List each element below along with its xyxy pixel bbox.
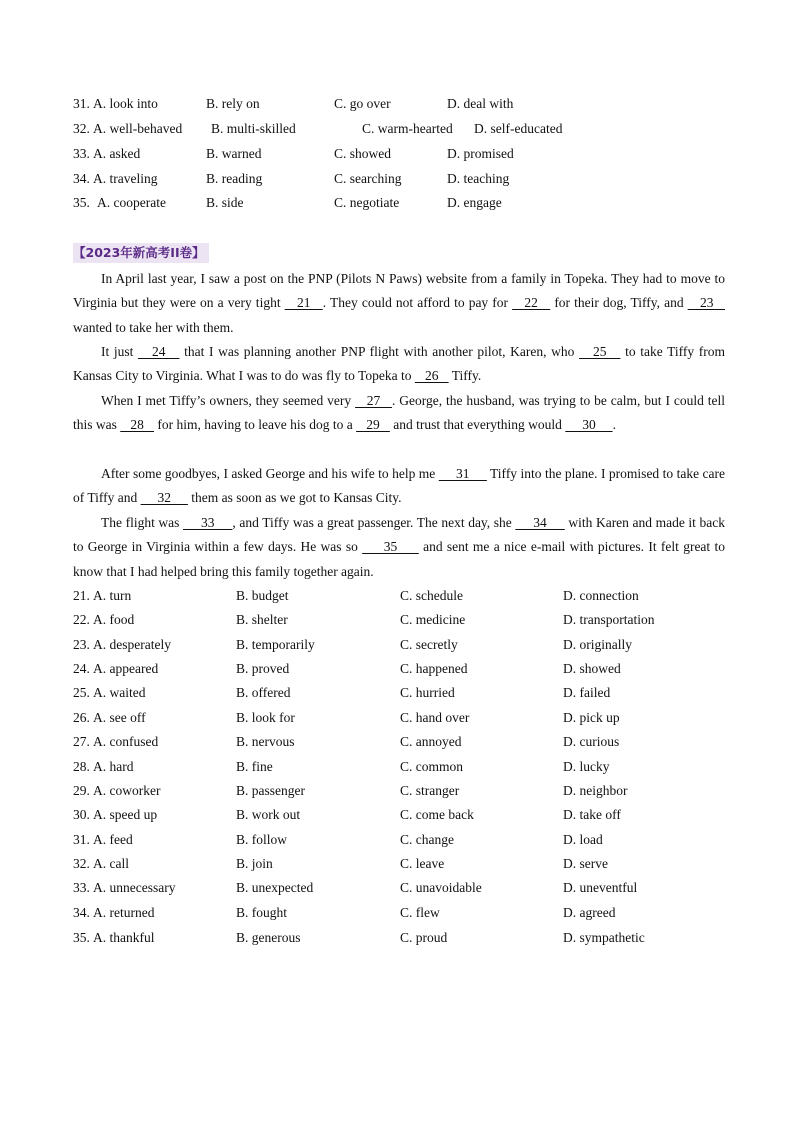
- option-a: A. call: [93, 856, 129, 871]
- question-number: 35.: [73, 195, 90, 210]
- option-b: B. proved: [236, 661, 290, 676]
- blank-22: 22: [512, 295, 551, 311]
- blank-35: 35: [362, 539, 419, 555]
- question-number: 35.: [73, 930, 90, 945]
- option-row-29: [0, 781, 800, 801]
- option-d: D. serve: [563, 856, 608, 871]
- option-b: B. generous: [236, 930, 301, 945]
- option-a: A. waited: [93, 685, 146, 700]
- option-b: B. side: [206, 195, 244, 210]
- option-a: A. hard: [93, 759, 134, 774]
- option-d: D. transportation: [563, 612, 655, 627]
- option-b: B. offered: [236, 685, 291, 700]
- passage-text: and trust that everything would: [389, 417, 566, 433]
- passage-text: for their dog, Tiffy, and: [550, 295, 688, 311]
- question-number: 31.: [73, 96, 90, 111]
- option-row-21: [0, 586, 800, 606]
- option-c: C. annoyed: [400, 734, 462, 749]
- question-number: 27.: [73, 734, 90, 749]
- passage-text: wanted to take her with them.: [73, 319, 234, 335]
- option-c: C. searching: [334, 171, 402, 186]
- option-a: A. unnecessary: [93, 880, 176, 895]
- option-row-33b: [0, 878, 800, 898]
- blank-30: 30: [565, 417, 613, 433]
- option-a: A. well-behaved: [93, 121, 183, 136]
- passage-paragraph-2: [73, 340, 725, 389]
- option-d: D. sympathetic: [563, 930, 645, 945]
- passage-paragraph-4: [73, 462, 725, 511]
- option-row-25: [0, 683, 800, 703]
- option-b: B. shelter: [236, 612, 288, 627]
- option-c: C. secretly: [400, 637, 458, 652]
- passage-paragraph-5: [73, 511, 725, 584]
- option-row-35b: [0, 928, 800, 948]
- question-number: 30.: [73, 807, 90, 822]
- question-number: 34.: [73, 171, 90, 186]
- option-d: D. uneventful: [563, 880, 638, 895]
- option-d: D. deal with: [447, 96, 514, 111]
- question-number: 26.: [73, 710, 90, 725]
- option-c: C. schedule: [400, 588, 463, 603]
- blank-25: 25: [579, 344, 621, 359]
- question-number: 32.: [73, 856, 90, 871]
- option-c: C. hand over: [400, 710, 470, 725]
- option-c: C. happened: [400, 661, 468, 676]
- passage-text: It just: [101, 344, 139, 359]
- question-number: 31.: [73, 832, 90, 847]
- passage-text: with Karen and made it back to George in Virginia within a few days. He was so: [73, 515, 725, 555]
- option-c: C. go over: [334, 96, 391, 111]
- option-a: A. cooperate: [97, 195, 166, 210]
- option-c: C. common: [400, 759, 463, 774]
- option-d: D. neighbor: [563, 783, 628, 798]
- passage-text: them as soon as we got to Kansas City.: [187, 490, 402, 506]
- option-a: A. feed: [93, 832, 133, 847]
- option-d: D. curious: [563, 734, 620, 749]
- blank-29: 29: [356, 417, 390, 433]
- option-b: B. reading: [206, 171, 263, 186]
- passage-text: Tiffy into the plane. I promised to take care of Tiffy and: [73, 466, 726, 506]
- blank-27: 27: [355, 393, 392, 408]
- option-row-30: [0, 805, 800, 825]
- option-b: B. nervous: [236, 734, 295, 749]
- option-a: A. speed up: [93, 807, 158, 822]
- option-c: C. come back: [400, 807, 474, 822]
- section-heading: 【2023年新高考II卷】: [73, 243, 209, 263]
- option-d: D. lucky: [563, 759, 610, 774]
- option-c: C. hurried: [400, 685, 455, 700]
- passage-text: .: [612, 417, 616, 433]
- option-b: B. work out: [236, 807, 301, 822]
- option-a: A. desperately: [93, 637, 171, 652]
- passage-text: After some goodbyes, I asked George and his wife to help me: [101, 466, 439, 481]
- option-row-22: [0, 610, 800, 630]
- option-d: D. load: [563, 832, 603, 847]
- option-a: A. asked: [93, 146, 141, 161]
- option-d: D. pick up: [563, 710, 620, 725]
- question-number: 34.: [73, 905, 90, 920]
- option-d: D. failed: [563, 685, 611, 700]
- passage-text: to take Tiffy from Kansas City to Virginia. What I was to do was fly to Topeka to: [73, 344, 726, 384]
- option-a: A. coworker: [93, 783, 161, 798]
- passage-text: and sent me a nice e-mail with pictures. It felt great to know that I had helped bring this family together again.: [73, 539, 725, 579]
- question-number: 33.: [73, 880, 90, 895]
- option-row-27: [0, 732, 800, 752]
- option-row-31: [0, 94, 800, 114]
- option-b: B. multi-skilled: [211, 121, 296, 136]
- option-row-34b: [0, 903, 800, 923]
- option-d: D. promised: [447, 146, 514, 161]
- option-d: D. self-educated: [474, 121, 563, 136]
- passage-text: The flight was: [101, 515, 184, 530]
- passage-paragraph-1: [73, 267, 725, 340]
- option-row-32: [0, 119, 800, 139]
- option-c: C. negotiate: [334, 195, 400, 210]
- option-a: A. thankful: [93, 930, 155, 945]
- option-a: A. turn: [93, 588, 132, 603]
- option-row-32b: [0, 854, 800, 874]
- blank-34: 34: [515, 515, 565, 530]
- option-d: D. take off: [563, 807, 621, 822]
- passage-paragraph-3: [73, 389, 725, 438]
- blank-26: 26: [414, 368, 449, 384]
- question-number: 28.: [73, 759, 90, 774]
- passage-text: for him, having to leave his dog to a: [154, 417, 357, 433]
- passage-text: Tiffy.: [448, 368, 482, 384]
- question-number: 21.: [73, 588, 90, 603]
- passage-text: In April last year, I saw a post on the PNP (Pilots N Paws) website from a family in Topeka. They had to move to Virginia but they were on a very tight: [73, 271, 725, 311]
- option-a: A. food: [93, 612, 135, 627]
- question-number: 22.: [73, 612, 90, 627]
- option-row-31b: [0, 830, 800, 850]
- option-c: C. change: [400, 832, 454, 847]
- question-number: 29.: [73, 783, 90, 798]
- option-d: D. connection: [563, 588, 639, 603]
- option-c: C. warm-hearted: [362, 121, 453, 136]
- option-c: C. flew: [400, 905, 440, 920]
- question-number: 25.: [73, 685, 90, 700]
- option-c: C. showed: [334, 146, 391, 161]
- option-b: B. join: [236, 856, 273, 871]
- option-row-35: [0, 193, 800, 213]
- question-number: 32.: [73, 121, 90, 136]
- option-d: D. originally: [563, 637, 632, 652]
- option-c: C. medicine: [400, 612, 466, 627]
- option-d: D. showed: [563, 661, 621, 676]
- option-row-33: [0, 144, 800, 164]
- option-b: B. fought: [236, 905, 288, 920]
- option-row-34: [0, 169, 800, 189]
- option-b: B. unexpected: [236, 880, 314, 895]
- passage-text: , and Tiffy was a great passenger. The next day, she: [232, 515, 516, 530]
- blank-31: 31: [438, 466, 487, 481]
- option-a: A. traveling: [93, 171, 158, 186]
- option-c: C. leave: [400, 856, 445, 871]
- option-b: B. follow: [236, 832, 288, 847]
- option-row-28: [0, 757, 800, 777]
- option-b: B. rely on: [206, 96, 260, 111]
- passage-text: . They could not afford to pay for: [322, 295, 513, 311]
- blank-23: 23: [687, 295, 726, 311]
- option-a: A. returned: [93, 905, 155, 920]
- question-number: 23.: [73, 637, 90, 652]
- passage-text: When I met Tiffy’s owners, they seemed very: [101, 393, 356, 408]
- option-c: C. proud: [400, 930, 448, 945]
- option-a: A. see off: [93, 710, 146, 725]
- passage-text: that I was planning another PNP flight with another pilot, Karen, who: [179, 344, 580, 359]
- option-row-26: [0, 708, 800, 728]
- option-c: C. stranger: [400, 783, 460, 798]
- option-d: D. engage: [447, 195, 502, 210]
- blank-21: 21: [284, 295, 323, 311]
- blank-24: 24: [138, 344, 180, 359]
- option-b: B. warned: [206, 146, 262, 161]
- option-a: A. confused: [93, 734, 159, 749]
- blank-32: 32: [140, 490, 188, 506]
- blank-28: 28: [120, 417, 154, 433]
- option-b: B. temporarily: [236, 637, 315, 652]
- option-d: D. agreed: [563, 905, 616, 920]
- option-a: A. appeared: [93, 661, 159, 676]
- option-row-24: [0, 659, 800, 679]
- option-b: B. passenger: [236, 783, 305, 798]
- option-b: B. budget: [236, 588, 289, 603]
- option-b: B. fine: [236, 759, 273, 774]
- option-d: D. teaching: [447, 171, 510, 186]
- option-c: C. unavoidable: [400, 880, 482, 895]
- question-number: 24.: [73, 661, 90, 676]
- passage-text: . George, the husband, was trying to be calm, but I could tell this was: [73, 393, 725, 433]
- option-b: B. look for: [236, 710, 295, 725]
- question-number: 33.: [73, 146, 90, 161]
- blank-33: 33: [183, 515, 233, 530]
- option-a: A. look into: [93, 96, 158, 111]
- option-row-23: [0, 635, 800, 655]
